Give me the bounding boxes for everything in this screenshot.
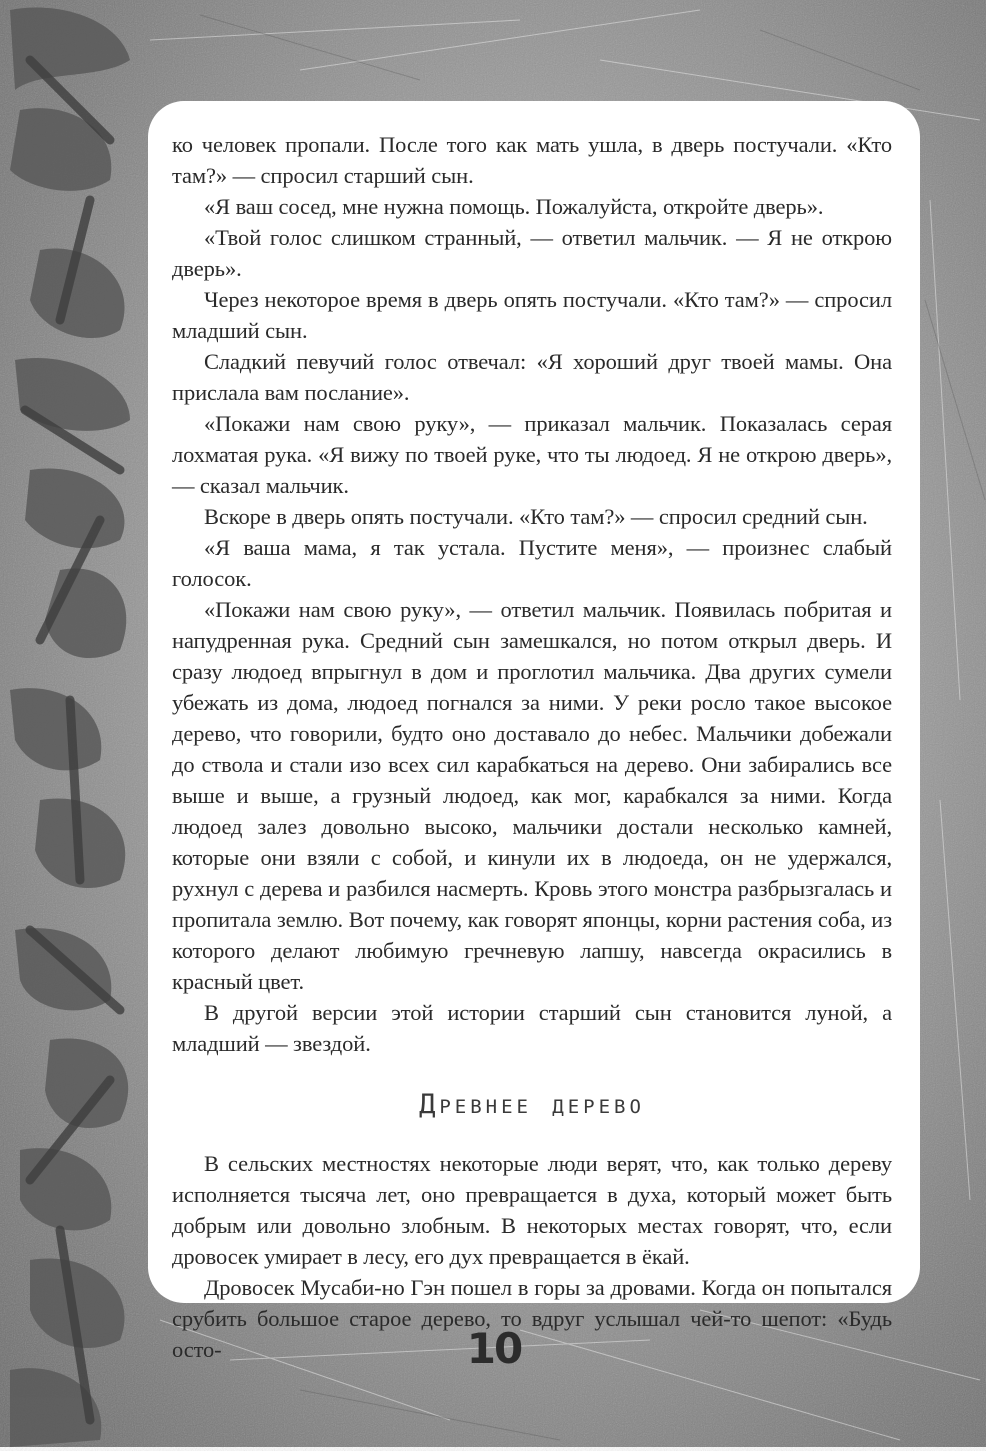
section-heading: Древнее дерево xyxy=(419,1089,645,1120)
paragraph: В сельских местностях некоторые люди верят, что, как только дереву исполняется тысяча лет, оно превращается в духа, который может быть добрым или довольно злобным. В некоторых местах говорят, что, если дровосек умирает в лесу, его дух превращается в ёкай. xyxy=(172,1151,892,1269)
paragraph: Вскоре в дверь опять постучали. «Кто там?» — спросил средний сын. xyxy=(204,504,868,529)
paragraph: Дровосек Мусаби-но Гэн пошел в горы за дровами. Когда он попытался срубить большое старое дерево, то вдруг услышал чей-то шепот: «Будь осто- xyxy=(172,1275,892,1362)
paragraph: ко человек пропали. После того как мать ушла, в дверь постучали. «Кто там?» — спросил старший сын. xyxy=(172,132,892,188)
paragraph: «Покажи нам свою руку», — приказал мальчик. Показалась серая лохматая рука. «Я вижу по твоей руке, что ты людоед. Я не открою дверь», — сказал мальчик. xyxy=(172,411,892,498)
paragraph: Через некоторое время в дверь опять постучали. «Кто там?» — спросил младший сын. xyxy=(172,287,892,343)
paragraph: В другой версии этой истории старший сын становится луной, а младший — звездой. xyxy=(172,1000,892,1056)
paragraph: Сладкий певучий голос отвечал: «Я хороший друг твоей мамы. Она прислала вам послание». xyxy=(172,349,892,405)
paragraph: «Твой голос слишком странный, — ответил мальчик. — Я не открою дверь». xyxy=(172,225,892,281)
calligraphy-brush-strokes xyxy=(0,0,150,1447)
text-body-top xyxy=(172,129,892,1059)
paragraph: «Покажи нам свою руку», — ответил мальчик. Появилась побритая и напудренная рука. Средний сын замешкался, но потом открыл дверь. И сразу людоед впрыгнул в дом и проглотил мальчика. Два других сумели убежать из дома, людоед погнался за ними. У реки росло такое высокое дерево, что говорили, будто оно доставало до небес. Мальчики добежали до ствола и стали изо всех сил карабкаться на дерево. Они забирались все выше и выше, а грузный людоед, как мог, карабкался за ними. Когда людоед залез довольно высоко, мальчики достали несколько камней, которые они взяли с собой, и кинули их в людоеда, он не удержался, рухнул с дерева и разбился насмерть. Кровь этого монстра разбрызгалась и пропитала землю. Вот почему, как говорят японцы, корни растения соба, из которого делают любимую гречневую лапшу, навсегда окрасились в красный цвет. xyxy=(172,597,892,994)
paragraph: «Я ваш сосед, мне нужна помощь. Пожалуйста, откройте дверь». xyxy=(204,194,824,219)
page-number: 10 xyxy=(466,1324,522,1373)
paragraph: «Я ваша мама, я так устала. Пустите меня», — произнес слабый голосок. xyxy=(172,535,892,591)
calligraphy-strip xyxy=(0,0,150,1447)
text-body-bottom xyxy=(172,1148,892,1365)
